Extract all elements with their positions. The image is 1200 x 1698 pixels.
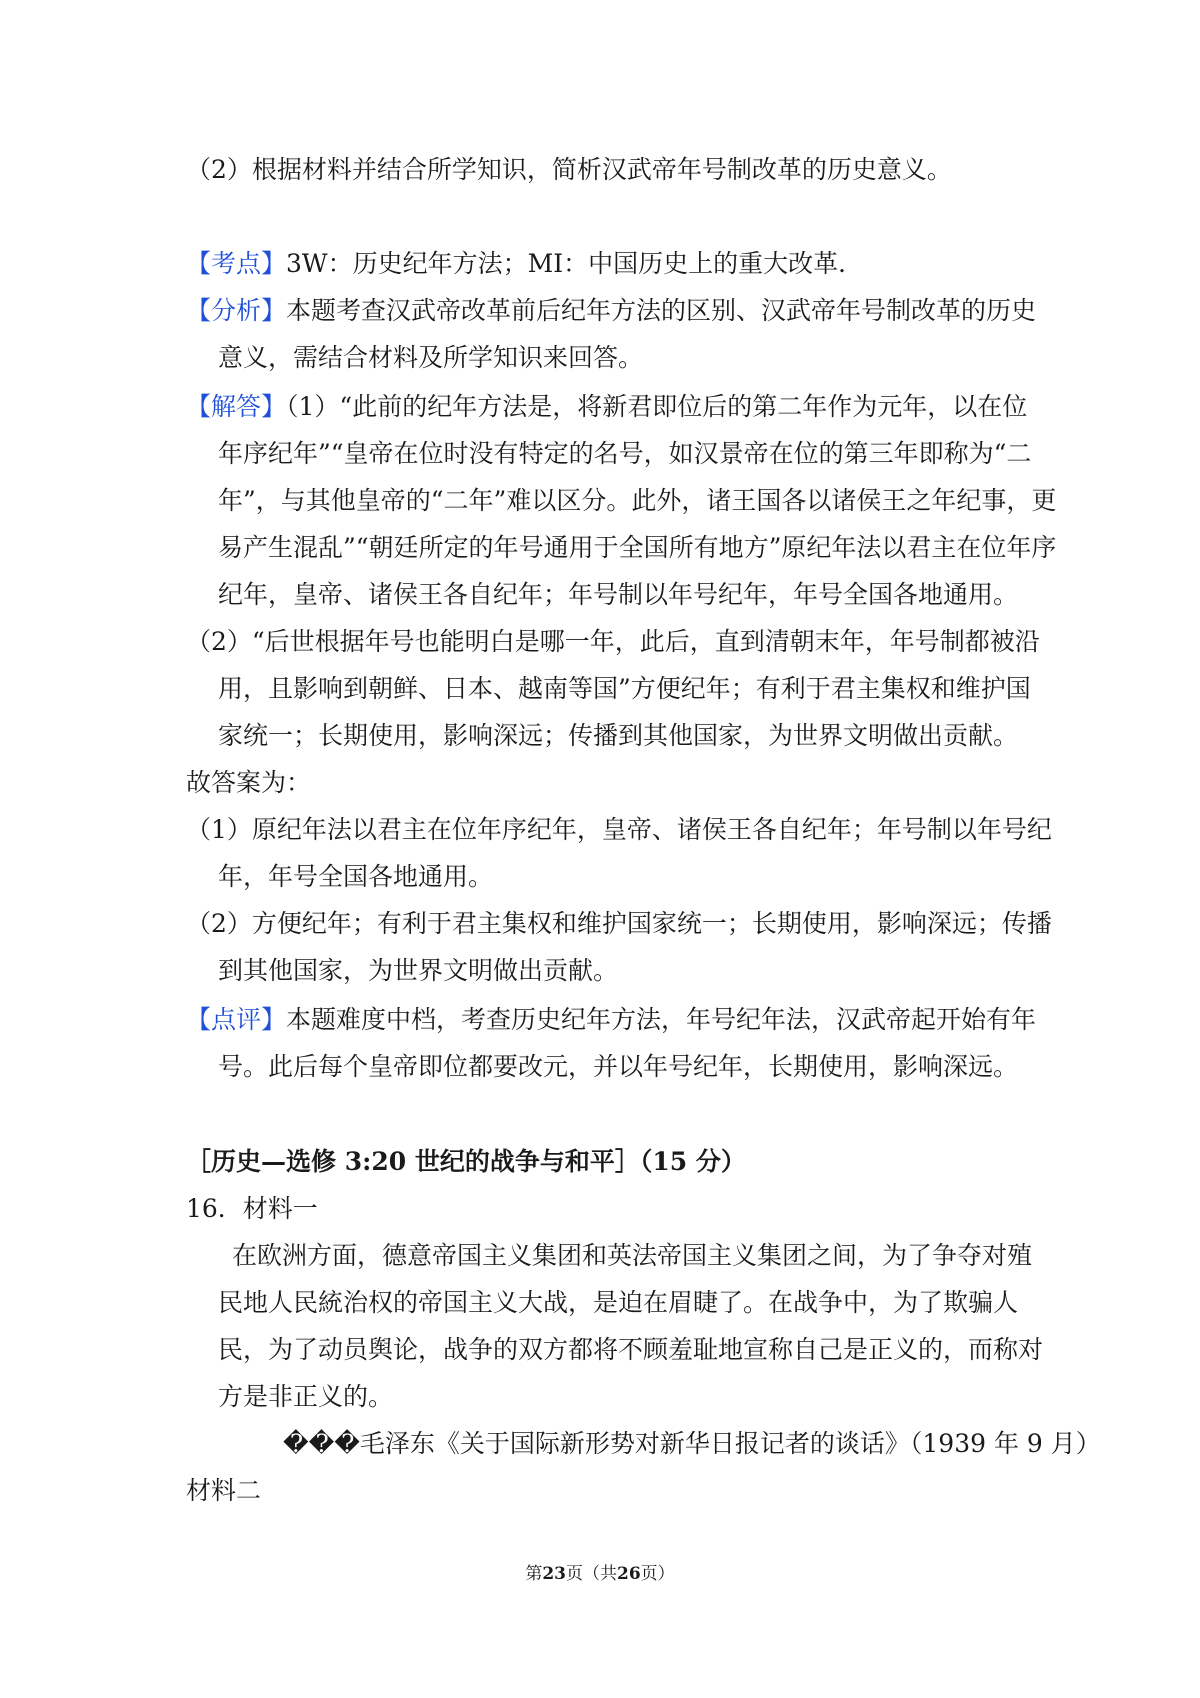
- fenxi-line-2: 意义，需结合材料及所学知识来回答。: [218, 343, 644, 372]
- answer-line-3: （2）方便纪年；有利于君主集权和维护国家统一；长期使用，影响深远；传播: [186, 909, 1052, 938]
- dianping-text-1: 本题难度中档，考查历史纪年方法，年号纪年法，汉武帝起开始有年: [286, 1005, 1037, 1034]
- footer-total-pages: 26: [617, 1564, 641, 1584]
- answer-line-1: （1）原纪年法以君主在位年序纪年，皇帝、诸侯王各自纪年；年号制以年号纪: [186, 815, 1052, 844]
- dianping-tag: 【点评】: [186, 1005, 287, 1034]
- kaodian-text: 3W：历史纪年方法；MI：中国历史上的重大改革．: [286, 249, 864, 278]
- jieda-line-3: 年”，与其他皇帝的“二年”难以区分。此外，诸王国各以诸侯王之年纪事，更: [218, 486, 1057, 515]
- footer-suffix: 页）: [640, 1564, 675, 1584]
- kaodian-paragraph: [186, 240, 863, 288]
- q16-number: 16．材料一: [186, 1194, 318, 1223]
- dianping-line-2: 号。此后每个皇帝即位都要改元，并以年号纪年，长期使用，影响深远。: [218, 1052, 1019, 1081]
- answer-line-4: 到其他国家，为世界文明做出贡献。: [218, 956, 619, 985]
- section-heading: ［历史—选修 3:20 世纪的战争与和平］（15 分）: [186, 1147, 746, 1176]
- footer-middle: 页（共: [566, 1564, 617, 1584]
- citation: ���毛泽东《关于国际新形势对新华日报记者的谈话》（1939 年 9 月）: [283, 1429, 1101, 1458]
- q2-prompt: （2）根据材料并结合所学知识，简析汉武帝年号制改革的历史意义。: [186, 155, 952, 184]
- jieda-line-4: 易产生混乱”“朝廷所定的年号通用于全国所有地方”原纪年法以君主在位年序: [218, 533, 1057, 562]
- q16-line-4: 方是非正义的。: [218, 1382, 394, 1411]
- footer-page-number: 23: [542, 1564, 566, 1584]
- jieda-line-1: [186, 383, 1027, 431]
- jieda-line-2: 年序纪年”“皇帝在位时没有特定的名号，如汉景帝在位的第三年即称为“二: [218, 439, 1032, 468]
- answer-line-2: 年，年号全国各地通用。: [218, 862, 494, 891]
- jieda-line-8: 家统一；长期使用，影响深远；传播到其他国家，为世界文明做出贡献。: [218, 721, 1019, 750]
- jieda-tag: 【解答】: [186, 392, 287, 421]
- fenxi-tag: 【分析】: [186, 296, 287, 325]
- q16-line-2: 民地人民統治权的帝国主义大战，是迫在眉睫了。在战争中，为了欺骗人: [218, 1288, 1019, 1317]
- kaodian-tag: 【考点】: [186, 249, 287, 278]
- jieda-text-1: （1）“此前的纪年方法是，将新君即位后的第二年作为元年，以在位: [286, 392, 1028, 421]
- q16-line-1: 在欧洲方面，德意帝国主义集团和英法帝国主义集团之间，为了争夺对殖: [232, 1241, 1033, 1270]
- jieda-line-7: 用，且影响到朝鲜、日本、越南等国”方便纪年；有利于君主集权和维护国: [218, 674, 1031, 703]
- q16-line-3: 民，为了动员舆论，战争的双方都将不顾羞耻地宣称自己是正义的，而称对: [218, 1335, 1044, 1364]
- fenxi-text-1: 本题考查汉武帝改革前后纪年方法的区别、汉武帝年号制改革的历史: [286, 296, 1037, 325]
- jieda-line-6: （2）“后世根据年号也能明白是哪一年，此后，直到清朝末年，年号制都被沿: [186, 627, 1040, 656]
- fenxi-line-1: [186, 287, 1036, 335]
- material-2-label: 材料二: [186, 1476, 262, 1505]
- page-footer: [0, 1562, 1200, 1586]
- footer-prefix: 第: [525, 1564, 543, 1584]
- answer-head: 故答案为：: [186, 768, 312, 797]
- jieda-line-5: 纪年，皇帝、诸侯王各自纪年；年号制以年号纪年，年号全国各地通用。: [218, 580, 1019, 609]
- dianping-line-1: [186, 996, 1036, 1044]
